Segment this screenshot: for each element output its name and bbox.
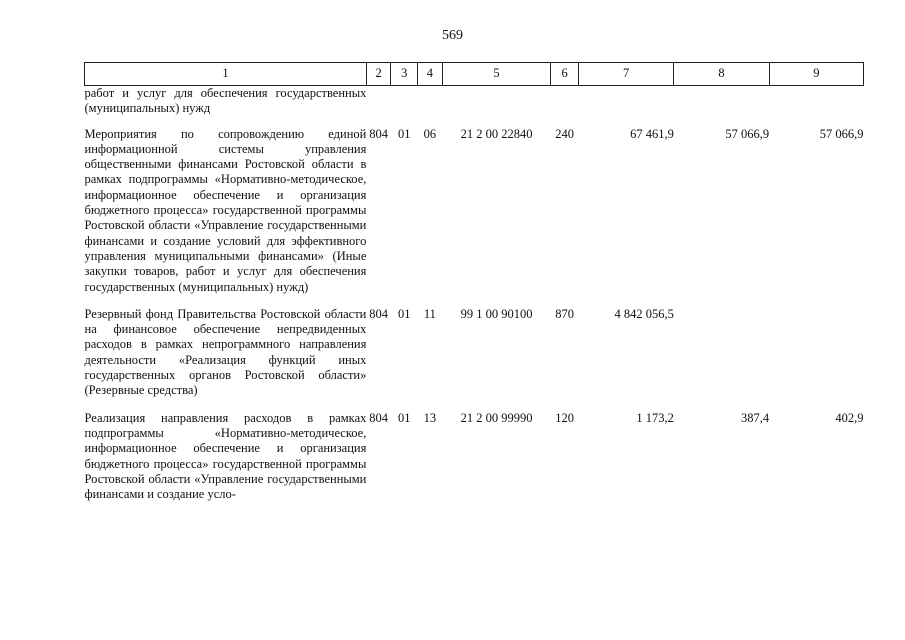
column-header-5: 5	[442, 63, 551, 86]
cell-expense-type: 240	[555, 126, 575, 141]
row-description: Реализация направления расходов в рамках подпрограммы «Нормативно-методическое, информационное обеспечение и организация бюджетного процесса» государственной программы Ростовской области «Управление государственными финансами и создание усло-	[84, 410, 367, 502]
cell-expense-type: 870	[555, 306, 575, 321]
cell-ministry-code: 804	[369, 410, 389, 425]
column-header-9: 9	[769, 63, 863, 86]
cell-subsection: 11	[423, 306, 436, 321]
cell-subsection: 13	[423, 410, 437, 425]
column-header-4: 4	[418, 63, 443, 86]
row-description: Резервный фонд Правительства Ростовской области на финансовое обеспечение непредвиденных расходов в рамках непрограммного направления деятельности «Реализация функций иных государственных органов Ростовской области» (Резервные средства)	[84, 306, 367, 398]
cell-section: 01	[398, 126, 411, 141]
cell-amount-col8: 57 066,9	[725, 126, 770, 141]
cell-amount-col9	[769, 303, 863, 407]
column-header-3: 3	[391, 63, 418, 86]
column-header-8: 8	[674, 63, 769, 86]
cell-ministry-code: 804	[369, 306, 389, 321]
table-row	[85, 123, 864, 303]
cell-subsection: 06	[423, 126, 437, 141]
cell-amount-col7: 67 461,9	[630, 126, 674, 141]
cell-target-article: 21 2 00 22840	[460, 126, 533, 141]
column-header-7: 7	[579, 63, 674, 86]
cell-target-article: 21 2 00 99990	[460, 410, 533, 425]
cell-amount-col9: 57 066,9	[819, 126, 864, 141]
cell-target-article: 99 1 00 90100	[460, 306, 533, 321]
column-header-row	[85, 63, 864, 86]
page-number: 569	[442, 28, 463, 43]
column-header-1: 1	[85, 63, 367, 86]
row-description: Мероприятия по сопровождению единой информационной системы управления общественными финансами Ростовской области в рамках подпрограммы «Нормативно-методическое, информационное обеспечение и организация бюджетного процесса» государственной программы Ростовской области «Управление государственными финансами и создание условий для эффективного управления муниципальными финансами» (Иные закупки товаров, работ и услуг для обеспечения государственных (муниципальных) нужд)	[84, 126, 367, 294]
budget-table	[84, 62, 864, 510]
table-row-continuation	[85, 86, 864, 123]
cell-section: 01	[398, 410, 411, 425]
cell-amount-col7: 4 842 056,5	[614, 306, 674, 321]
table-row	[85, 303, 864, 407]
table-row	[85, 407, 864, 511]
cell-ministry-code: 804	[369, 126, 389, 141]
row-description: работ и услуг для обеспечения государственных (муниципальных) нужд	[84, 86, 367, 116]
cell-amount-col7: 1 173,2	[636, 410, 674, 425]
cell-expense-type: 120	[555, 410, 575, 425]
column-header-2: 2	[366, 63, 391, 86]
cell-amount-col8: 387,4	[741, 410, 770, 425]
cell-section: 01	[398, 306, 411, 321]
cell-amount-col8	[674, 303, 769, 407]
cell-amount-col9: 402,9	[835, 410, 864, 425]
column-header-6: 6	[551, 63, 579, 86]
